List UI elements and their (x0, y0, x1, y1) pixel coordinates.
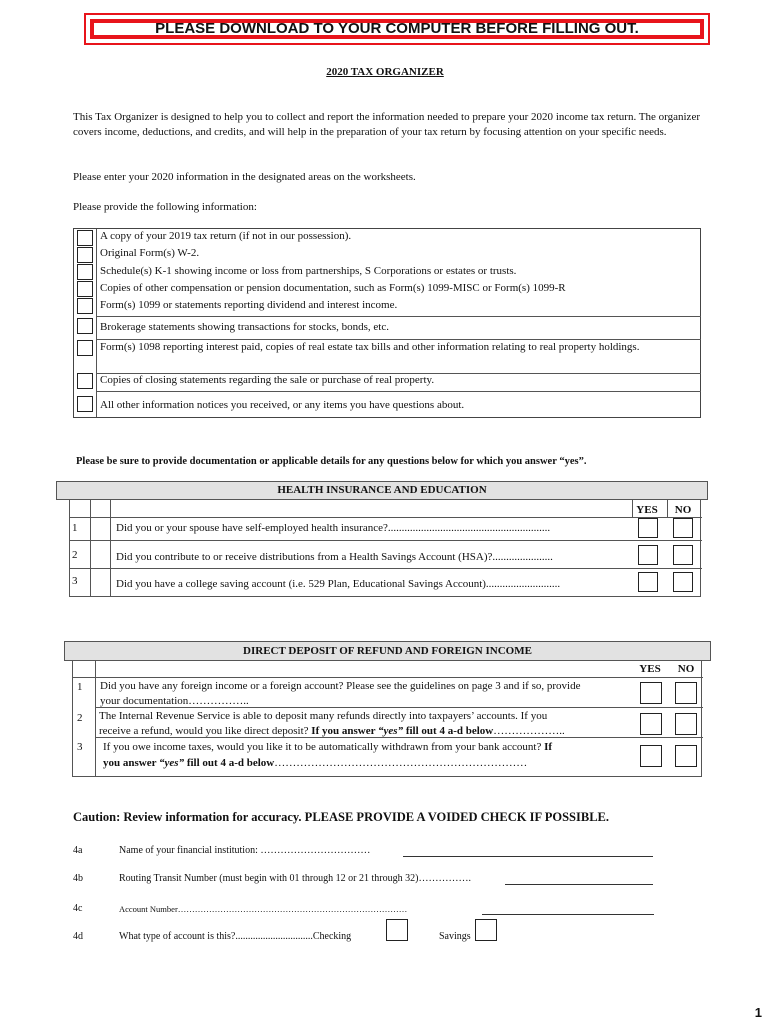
account-number-field[interactable] (482, 914, 654, 915)
health-q-text: Did you contribute to or receive distributions from a Health Savings Account (HSA)?...................... (116, 551, 553, 563)
health-q-num: 3 (72, 575, 78, 587)
deposit-no-header: NO (677, 663, 695, 675)
field-4b-label: Routing Transit Number (must begin with 01 through 12 or 21 through 32)……………. (119, 873, 471, 884)
health-no-header: NO (674, 504, 692, 516)
deposit-q2-line1: The Internal Revenue Service is able to deposit many refunds directly into taxpayers’ accounts. If you (99, 710, 548, 722)
checklist-item: A copy of your 2019 tax return (if not in our possession). (100, 230, 352, 242)
checklist-item: Form(s) 1098 reporting interest paid, copies of real estate tax bills and other information relating to real property holdings. (100, 341, 640, 353)
deposit-q1-line1: Did you have any foreign income or a foreign account? Please see the guidelines on page 3 and if so, provide (100, 680, 581, 692)
caution-text: Caution: Review information for accuracy. PLEASE PROVIDE A VOIDED CHECK IF POSSIBLE. (73, 810, 610, 824)
deposit-q2-line2 (99, 725, 565, 737)
health-q3-yes-checkbox[interactable] (638, 572, 658, 592)
routing-number-field[interactable] (505, 884, 653, 885)
checklist-checkbox-7[interactable] (77, 340, 93, 356)
deposit-q2-num: 2 (77, 712, 83, 724)
deposit-q3-fill: fill out 4 a-d below (184, 757, 275, 769)
deposit-q2-dots: ……………….. (493, 725, 565, 737)
deposit-section-heading: DIRECT DEPOSIT OF REFUND AND FOREIGN INCOME (64, 641, 711, 661)
savings-checkbox[interactable] (475, 919, 497, 941)
health-q1-no-checkbox[interactable] (673, 518, 693, 538)
checklist-item: Schedule(s) K-1 showing income or loss from partnerships, S Corporations or estates or trusts. (100, 265, 517, 277)
deposit-q3-dots: …………………………………………………………… (274, 757, 528, 769)
field-4a-label: Name of your financial institution: …………………………… (119, 845, 371, 856)
health-q-text: Did you have a college saving account (i.e. 529 Plan, Educational Savings Account)........................... (116, 578, 561, 590)
deposit-q3-bold: you answer (103, 757, 160, 769)
checklist-checkbox-9[interactable] (77, 396, 93, 412)
download-banner (84, 13, 710, 45)
health-q3-no-checkbox[interactable] (673, 572, 693, 592)
deposit-q2-fill: fill out 4 a-d below (403, 725, 494, 737)
institution-name-field[interactable] (403, 856, 653, 857)
health-section-heading: HEALTH INSURANCE AND EDUCATION (56, 481, 708, 500)
deposit-q3-if: If (544, 741, 553, 753)
enter-info-text: Please enter your 2020 information in the designated areas on the worksheets. (73, 171, 416, 183)
field-4c-id: 4c (73, 903, 83, 914)
deposit-q2-bold: If you answer (311, 725, 379, 737)
checking-checkbox[interactable] (386, 919, 408, 941)
health-q-num: 2 (72, 549, 78, 561)
checklist-item: Original Form(s) W-2. (100, 247, 200, 259)
checklist-checkbox-4[interactable] (77, 281, 93, 297)
page-title: 2020 TAX ORGANIZER (326, 66, 444, 78)
deposit-q1-yes-checkbox[interactable] (640, 682, 662, 704)
page-number: 1 (754, 1005, 762, 1020)
checklist-item: Copies of closing statements regarding the sale or purchase of real property. (100, 374, 435, 386)
deposit-q1-no-checkbox[interactable] (675, 682, 697, 704)
deposit-q1-line2: your documentation…………….. (100, 695, 249, 707)
deposit-yes-header: YES (639, 663, 661, 675)
deposit-q1-num: 1 (77, 681, 83, 693)
deposit-q3-yes-italic: “yes” (159, 757, 185, 769)
checklist-item: Copies of other compensation or pension documentation, such as Form(s) 1099-MISC or Form(s) 1099-R (100, 282, 566, 294)
checklist-checkbox-2[interactable] (77, 247, 93, 263)
health-yes-header: YES (636, 504, 658, 516)
deposit-q2-yes-italic: “yes” (378, 725, 404, 737)
deposit-q2-yes-checkbox[interactable] (640, 713, 662, 735)
deposit-q3-no-checkbox[interactable] (675, 745, 697, 767)
deposit-q3-num: 3 (77, 741, 83, 753)
checklist-item: Brokerage statements showing transactions for stocks, bonds, etc. (100, 321, 389, 333)
deposit-q2-no-checkbox[interactable] (675, 713, 697, 735)
deposit-q2-text: receive a refund, would you like direct deposit? (99, 725, 312, 737)
checklist-checkbox-8[interactable] (77, 373, 93, 389)
field-4c-label: Account Number……………………………………………………………………… (119, 904, 408, 914)
provide-info-text: Please provide the following information: (73, 201, 257, 213)
checklist-item: All other information notices you received, or any items you have questions about. (100, 399, 465, 411)
field-4d-id: 4d (73, 931, 83, 942)
field-4b-id: 4b (73, 873, 83, 884)
health-q1-yes-checkbox[interactable] (638, 518, 658, 538)
intro-paragraph: This Tax Organizer is designed to help you to collect and report the information needed to prepare your 2020 income tax return. The organizer covers income, deductions, and credits, and will help in the preparation of your tax return by focusing attention on your specific needs. (73, 111, 700, 138)
checklist-checkbox-5[interactable] (77, 298, 93, 314)
health-q2-no-checkbox[interactable] (673, 545, 693, 565)
checklist-checkbox-1[interactable] (77, 230, 93, 246)
deposit-q3-text: If you owe income taxes, would you like it to be automatically withdrawn from your bank account? (103, 741, 545, 753)
banner-text: PLEASE DOWNLOAD TO YOUR COMPUTER BEFORE FILLING OUT. (155, 20, 639, 37)
checklist-checkbox-6[interactable] (77, 318, 93, 334)
health-q-num: 1 (72, 522, 78, 534)
field-4a-id: 4a (73, 845, 83, 856)
checklist-item: Form(s) 1099 or statements reporting dividend and interest income. (100, 299, 398, 311)
field-4d-label: What type of account is this?...............................Checking (119, 931, 352, 942)
deposit-q3-line1 (103, 741, 552, 753)
deposit-q3-line2 (103, 757, 527, 769)
health-q2-yes-checkbox[interactable] (638, 545, 658, 565)
checklist-checkbox-3[interactable] (77, 264, 93, 280)
health-q-text: Did you or your spouse have self-employed health insurance?........................................................... (116, 522, 551, 534)
deposit-q3-yes-checkbox[interactable] (640, 745, 662, 767)
savings-label: Savings (439, 931, 471, 942)
documentation-note: Please be sure to provide documentation or applicable details for any questions below for which you answer “yes”. (76, 456, 587, 467)
